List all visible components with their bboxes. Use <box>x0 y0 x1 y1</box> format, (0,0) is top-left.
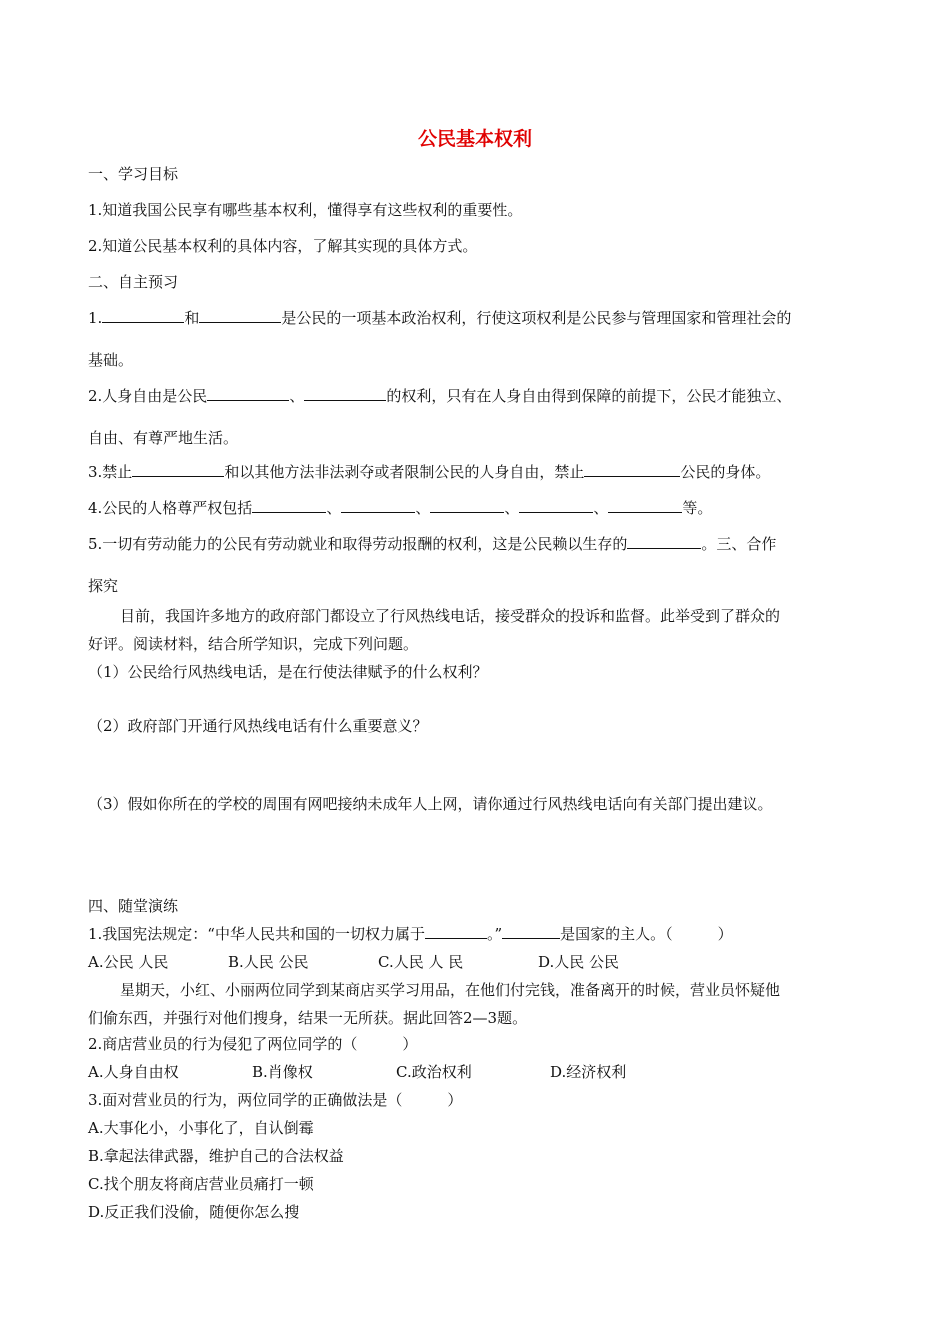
q-text: 、 <box>415 499 431 517</box>
preview-question-1 <box>88 308 791 328</box>
document-title: 公民基本权利 <box>417 128 532 150</box>
option-a[interactable]: A.公民 人民 <box>88 953 169 971</box>
answer-blank[interactable] <box>608 498 682 513</box>
q-text: 、 <box>593 499 609 517</box>
q-text: 5.一切有劳动能力的公民有劳动就业和取得劳动报酬的权利，这是公民赖以生存的 <box>88 535 628 553</box>
option-a[interactable]: A.人身自由权 <box>88 1063 179 1081</box>
scenario-paragraph-2: 们偷东西，并强行对他们搜身，结果一无所获。据此回答2—3题。 <box>88 1009 528 1027</box>
option-b[interactable]: B.肖像权 <box>252 1063 313 1081</box>
answer-blank[interactable] <box>519 498 593 513</box>
preview-question-3 <box>88 462 770 482</box>
answer-blank[interactable] <box>199 308 281 323</box>
section-heading-goals: 一、学习目标 <box>88 165 179 183</box>
answer-blank[interactable] <box>102 308 184 323</box>
explore-question-3: （3）假如你所在的学校的周围有网吧接纳未成年人上网，请你通过行风热线电话向有关部门提出建议。 <box>88 795 773 813</box>
q-text: 。三、合作 <box>701 535 777 553</box>
answer-blank[interactable] <box>207 386 289 401</box>
practice-question-3: 3.面对营业员的行为，两位同学的正确做法是（ ） <box>88 1091 463 1109</box>
q-text: 1.我国宪法规定：“中华人民共和国的一切权力属于 <box>88 925 425 943</box>
option-d[interactable]: D.反正我们没偷，随便你怎么搜 <box>88 1203 300 1221</box>
option-c[interactable]: C.人民 人 民 <box>378 953 464 971</box>
option-c[interactable]: C.政治权利 <box>396 1063 472 1081</box>
q-text: 是国家的主人。（ ） <box>560 925 733 943</box>
answer-blank[interactable] <box>502 924 560 939</box>
q-text: 是公民的一项基本政治权利，行使这项权利是公民参与管理国家和管理社会的 <box>281 309 792 327</box>
q-text: 和 <box>184 309 200 327</box>
answer-blank[interactable] <box>430 498 504 513</box>
q-number: 1. <box>88 309 103 327</box>
q-text: 3.禁止 <box>88 463 133 481</box>
answer-blank[interactable] <box>627 534 701 549</box>
answer-blank[interactable] <box>252 498 326 513</box>
answer-blank[interactable] <box>584 462 680 477</box>
explore-question-2: （2）政府部门开通行风热线电话有什么重要意义？ <box>88 717 428 735</box>
q-text: 等。 <box>682 499 713 517</box>
q-text: 的权利，只有在人身自由得到保障的前提下，公民才能独立、 <box>386 387 792 405</box>
preview-question-1-cont: 基础。 <box>88 351 134 369</box>
section-heading-explore: 探究 <box>88 577 119 595</box>
q-text: 和以其他方法非法剥夺或者限制公民的人身自由，禁止 <box>224 463 585 481</box>
practice-question-1 <box>88 924 733 944</box>
preview-question-2 <box>88 386 791 406</box>
option-a[interactable]: A.大事化小，小事化了，自认倒霉 <box>88 1119 314 1137</box>
scenario-paragraph-1: 星期天，小红、小丽两位同学到某商店买学习用品，在他们付完钱，准备离开的时候，营业员怀疑他 <box>120 981 781 999</box>
section-heading-practice: 四、随堂演练 <box>88 897 179 915</box>
option-d[interactable]: D.人民 公民 <box>538 953 620 971</box>
option-b[interactable]: B.拿起法律武器，维护自己的合法权益 <box>88 1147 344 1165</box>
practice-question-1-options <box>88 952 619 972</box>
q-text: 4.公民的人格尊严权包括 <box>88 499 253 517</box>
preview-question-2-cont: 自由、有尊严地生活。 <box>88 429 239 447</box>
goal-item-2: 2.知道公民基本权利的具体内容，了解其实现的具体方式。 <box>88 237 478 255</box>
material-paragraph-1: 目前，我国许多地方的政府部门都设立了行风热线电话，接受群众的投诉和监督。此举受到了群众的 <box>120 607 781 625</box>
material-paragraph-2: 好评。阅读材料，结合所学知识，完成下列问题。 <box>88 635 419 653</box>
preview-question-4 <box>88 498 712 518</box>
q-text: 、 <box>289 387 305 405</box>
goal-item-1: 1.知道我国公民享有哪些基本权利，懂得享有这些权利的重要性。 <box>88 201 523 219</box>
section-heading-preview: 二、自主预习 <box>88 273 179 291</box>
practice-question-2-options <box>88 1062 626 1082</box>
option-c[interactable]: C.找个朋友将商店营业员痛打一顿 <box>88 1175 314 1193</box>
option-b[interactable]: B.人民 公民 <box>228 953 309 971</box>
q-text: 2.人身自由是公民 <box>88 387 208 405</box>
q-text: 公民的身体。 <box>680 463 771 481</box>
answer-blank[interactable] <box>425 924 487 939</box>
q-text: 。” <box>486 925 503 943</box>
answer-blank[interactable] <box>132 462 224 477</box>
answer-blank[interactable] <box>304 386 386 401</box>
q-text: 、 <box>504 499 520 517</box>
explore-question-1: （1）公民给行风热线电话，是在行使法律赋予的什么权利？ <box>88 663 488 681</box>
practice-question-2: 2.商店营业员的行为侵犯了两位同学的（ ） <box>88 1035 418 1053</box>
answer-blank[interactable] <box>341 498 415 513</box>
preview-question-5 <box>88 534 776 554</box>
option-d[interactable]: D.经济权利 <box>550 1063 627 1081</box>
q-text: 、 <box>326 499 342 517</box>
